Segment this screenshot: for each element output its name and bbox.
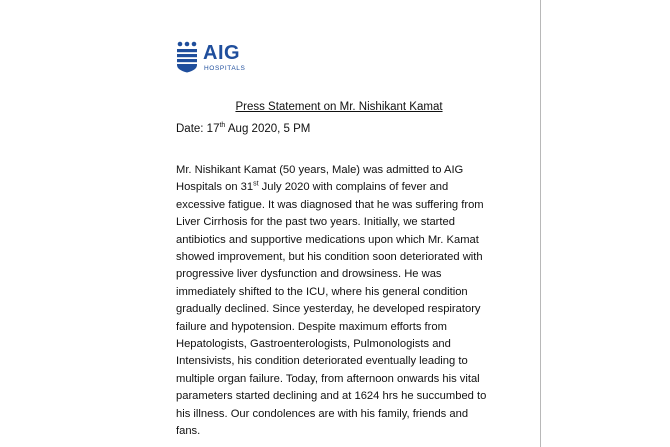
body-line: showed improvement, but his condition soon deteriorated with (176, 251, 483, 264)
body-line: fans. (176, 425, 201, 438)
body-line: multiple organ failure. Today, from afternoon onwards his vital (176, 372, 480, 385)
body-line-superscript: st (253, 180, 259, 188)
body-line: antibiotics and supportive medications upon which Mr. Kamat (176, 233, 479, 246)
statement-body (176, 162, 500, 441)
date-prefix: Date: 17 (176, 123, 220, 135)
body-line: his illness. Our condolences are with his family, friends and (176, 407, 469, 420)
body-line: gradually declined. Since yesterday, he developed respiratory (176, 303, 481, 316)
body-line: immediately shifted to the ICU, where his general condition (176, 285, 468, 298)
body-line: Mr. Nishikant Kamat (50 years, Male) was admitted to AIG (176, 164, 464, 176)
body-line: excessive fatigue. It was diagnosed that he was suffering from (176, 198, 484, 211)
logo-subtitle: HOSPITALS (204, 65, 246, 72)
body-line-part: July 2020 with complains of fever and (258, 181, 449, 194)
statement-date (176, 122, 310, 136)
aig-logo-mark-icon (176, 41, 198, 73)
aig-hospitals-logo (176, 41, 256, 75)
body-line: Liver Cirrhosis for the past two years. Initially, we started (176, 216, 455, 229)
body-line: progressive liver dysfunction and drowsiness. He was (176, 268, 442, 281)
logo-wordmark: AIG (203, 42, 241, 64)
body-line-part: Hospitals on 31 (176, 181, 254, 194)
body-line: failure and hypotension. Despite maximum efforts from (176, 320, 447, 333)
press-statement-heading: Press Statement on Mr. Nishikant Kamat (235, 101, 443, 113)
body-line: Hepatologists, Gastroenterologists, Pulmonologists and (176, 338, 451, 351)
body-line: parameters started declining and at 1624 hrs he succumbed to (176, 390, 487, 403)
body-line: Intensivists, his condition deteriorated eventually leading to (176, 355, 468, 368)
page-edge-divider (540, 0, 541, 447)
date-superscript: th (219, 122, 226, 130)
date-suffix: Aug 2020, 5 PM (225, 123, 311, 135)
body-line (176, 179, 500, 196)
